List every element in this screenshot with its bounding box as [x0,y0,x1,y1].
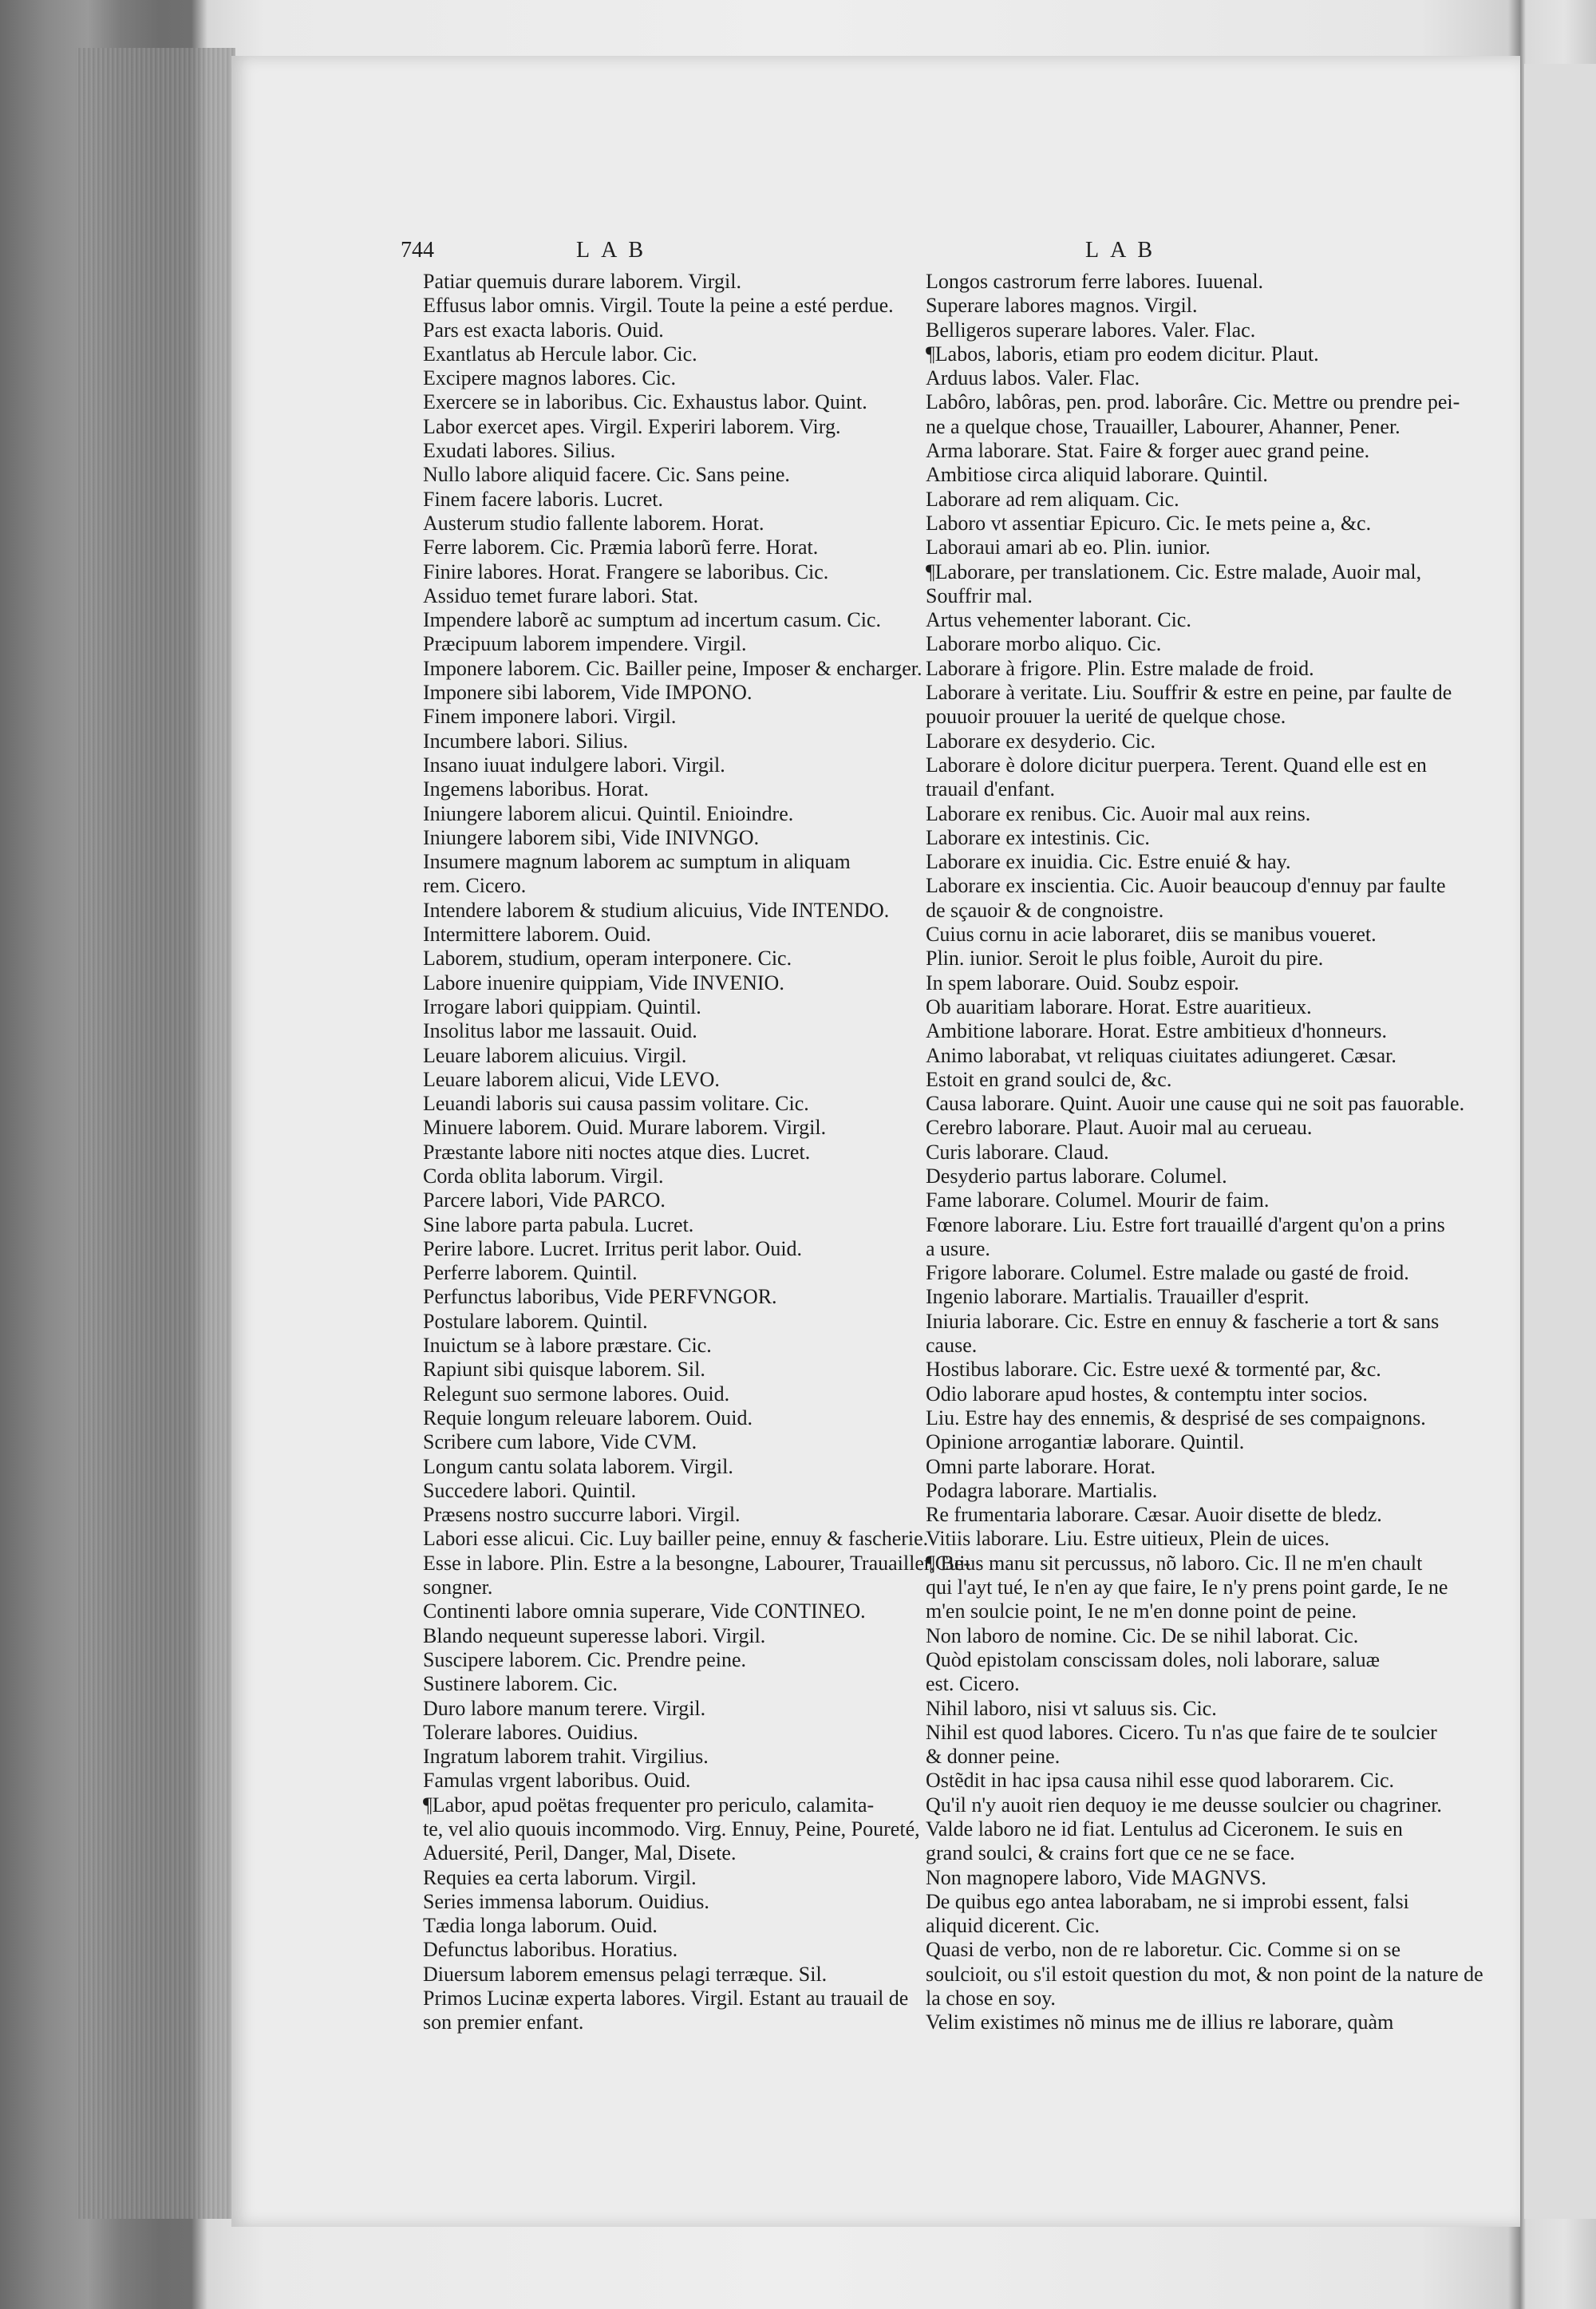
dictionary-line: Qu'il n'y auoit rien dequoy ie me deusse soulcier ou chagriner. [926,1793,1442,1817]
dictionary-line: Laborare à veritate. Liu. Souffrir & estre en peine, par faulte de [926,681,1452,705]
dictionary-line: Perire labore. Lucret. Irritus perit labor. Ouid. [423,1236,803,1260]
dictionary-line: Ambitione laborare. Horat. Estre ambitieux d'honneurs. [926,1019,1387,1043]
running-head-left: LAB [576,238,654,263]
dictionary-line: grand soulci, & crains fort que ce ne se face. [926,1841,1295,1865]
dictionary-line: Laborare ex desyderio. Cic. [926,729,1156,753]
dictionary-line: Famulas vrgent laboribus. Ouid. [423,1769,691,1793]
dictionary-line: Pars est exacta laboris. Ouid. [423,318,664,342]
dictionary-line: Quasi de verbo, non de re laboretur. Cic. Comme si on se [926,1938,1400,1962]
dictionary-line: Finem imponere labori. Virgil. [423,705,677,729]
dictionary-line: Corda oblita laborum. Virgil. [423,1164,664,1188]
dictionary-line: Leuare laborem alicui, Vide LEVO. [423,1067,720,1091]
dictionary-line: Causa laborare. Quint. Auoir une cause qui ne soit pas fauorable. [926,1092,1465,1116]
dictionary-line: Podagra laborare. Martialis. [926,1478,1158,1502]
dictionary-line: Animo laborabat, vt reliquas ciuitates adiungeret. Cæsar. [926,1043,1396,1067]
dictionary-line: Iniungere laborem sibi, Vide INIVNGO. [423,825,760,849]
running-head-right: LAB [1085,238,1163,263]
dictionary-line: Ingenio laborare. Martialis. Trauailler d'esprit. [926,1285,1310,1309]
dictionary-line: Laborem, studium, operam interponere. Cic. [423,947,792,971]
dictionary-line: Insolitus labor me lassauit. Ouid. [423,1019,697,1043]
dictionary-line: Frigore laborare. Columel. Estre malade ou gasté de froid. [926,1261,1409,1285]
dictionary-line: Cerebro laborare. Plaut. Auoir mal au cerueau. [926,1116,1313,1140]
dictionary-line: Irrogare labori quippiam. Quintil. [423,994,701,1018]
dictionary-line: Arma laborare. Stat. Faire & forger auec grand peine. [926,439,1370,463]
dictionary-line: Non laboro de nomine. Cic. De se nihil laborat. Cic. [926,1623,1359,1647]
dictionary-line: Insumere magnum laborem ac sumptum in aliquam [423,850,851,874]
dictionary-line: a usure. [926,1236,990,1260]
dictionary-line: Opinione arrogantiæ laborare. Quintil. [926,1430,1245,1454]
dictionary-line: Souffrir mal. [926,583,1033,607]
dictionary-line: Leuandi laboris sui causa passim volitare. Cic. [423,1092,809,1116]
dictionary-line: Requies ea certa laborum. Virgil. [423,1865,697,1889]
dictionary-line: Perferre laborem. Quintil. [423,1261,638,1285]
dictionary-line: ¶Laborare, per translationem. Cic. Estre malade, Auoir mal, [926,559,1422,583]
dictionary-line: Velim existimes nõ minus me de illius re laborare, quàm [926,2010,1394,2034]
dictionary-line: Laborare è dolore dicitur puerpera. Terent. Quand elle est en [926,753,1427,777]
dictionary-line: Series immensa laborum. Ouidius. [423,1889,709,1913]
dictionary-line: Belligeros superare labores. Valer. Flac. [926,318,1256,342]
dictionary-line: Plin. iunior. Seroit le plus foible, Auroit du pire. [926,947,1324,971]
dictionary-line: son premier enfant. [423,2010,584,2034]
dictionary-line: rem. Cicero. [423,874,527,898]
dictionary-line: Fœnore laborare. Liu. Estre fort trauaillé d'argent qu'on a prins [926,1212,1445,1236]
dictionary-line: Labôro, labôras, pen. prod. laborâre. Cic. Mettre ou prendre pei- [926,390,1460,414]
dictionary-line: Requie longum releuare laborem. Ouid. [423,1406,753,1429]
dictionary-line: Præcipuum laborem impendere. Virgil. [423,632,747,656]
dictionary-line: Primos Lucinæ experta labores. Virgil. Estant au trauail de [423,1987,909,2010]
dictionary-line: la chose en soy. [926,1987,1056,2010]
dictionary-line: Suscipere laborem. Cic. Prendre peine. [423,1647,747,1671]
dictionary-line: Effusus labor omnis. Virgil. Toute la peine a esté perdue. [423,294,894,318]
dictionary-line: Labori esse alicui. Cic. Luy bailler peine, ennuy & fascherie. [423,1527,929,1551]
dictionary-line: songner. [423,1576,493,1599]
dictionary-line: Ingratum laborem trahit. Virgilius. [423,1745,709,1769]
dictionary-line: Præsens nostro succurre labori. Virgil. [423,1503,741,1527]
dictionary-line: Curis laborare. Claud. [926,1140,1109,1164]
dictionary-line: Laborare morbo aliquo. Cic. [926,632,1162,656]
dictionary-line: Minuere laborem. Ouid. Murare laborem. Virgil. [423,1116,827,1140]
dictionary-line: soulcioit, ou s'il estoit question du mot, & non point de la nature de [926,1962,1483,1986]
dictionary-line: Desyderio partus laborare. Columel. [926,1164,1227,1188]
dictionary-line: Intendere laborem & studium alicuius, Vide INTENDO. [423,898,890,922]
dictionary-line: Rapiunt sibi quisque laborem. Sil. [423,1358,705,1382]
dictionary-line: aliquid dicerent. Cic. [926,1914,1100,1938]
dictionary-line: Blando nequeunt superesse labori. Virgil. [423,1623,766,1647]
dictionary-line: Postulare laborem. Quintil. [423,1309,648,1333]
dictionary-line: & donner peine. [926,1745,1061,1769]
dictionary-line: Ferre laborem. Cic. Præmia laborũ ferre. Horat. [423,536,819,559]
dictionary-line: Exercere se in laboribus. Cic. Exhaustus labor. Quint. [423,390,867,414]
dictionary-line: Tolerare labores. Ouidius. [423,1720,638,1744]
dictionary-line: Labor exercet apes. Virgil. Experiri laborem. Virg. [423,414,841,438]
dictionary-line: Nihil laboro, nisi vt saluus sis. Cic. [926,1696,1217,1720]
dictionary-line: de sçauoir & de congnoistre. [926,898,1164,922]
dictionary-line: Ambitiose circa aliquid laborare. Quintil. [926,463,1268,487]
dictionary-line: Longos castrorum ferre labores. Iuuenal. [926,270,1264,293]
dictionary-line: Parcere labori, Vide PARCO. [423,1188,666,1212]
dictionary-line: Artus vehementer laborant. Cic. [926,608,1191,632]
dictionary-line: Vitiis laborare. Liu. Estre uitieux, Plein de uices. [926,1527,1330,1551]
facing-page-edge [1524,64,1596,2219]
dictionary-line: Laborare ex intestinis. Cic. [926,825,1150,849]
dictionary-line: Omni parte laborare. Horat. [926,1454,1156,1478]
dictionary-line: Imponere laborem. Cic. Bailler peine, Imposer & encharger. [423,656,922,680]
dictionary-line: Valde laboro ne id fiat. Lentulus ad Ciceronem. Ie suis en [926,1817,1403,1840]
dictionary-line: Laboro vt assentiar Epicuro. Cic. Ie mets peine a, &c. [926,511,1372,535]
dictionary-line: ¶Labor, apud poëtas frequenter pro periculo, calamita- [423,1793,875,1817]
dictionary-line: Austerum studio fallente laborem. Horat. [423,511,764,535]
dictionary-line: De quibus ego antea laborabam, ne si improbi essent, falsi [926,1889,1409,1913]
dictionary-line: qui l'ayt tué, Ie n'en ay que faire, Ie n'y prens point garde, Ie ne [926,1576,1448,1599]
dictionary-line: Arduus labos. Valer. Flac. [926,366,1140,390]
dictionary-line: Iniuria laborare. Cic. Estre en ennuy & fascherie a tort & sans [926,1309,1440,1333]
dictionary-line: m'en soulcie point, Ie ne m'en donne point de peine. [926,1599,1357,1623]
dictionary-line: Impendere laborẽ ac sumptum ad incertum casum. Cic. [423,608,881,632]
dictionary-line: Laboraui amari ab eo. Plin. iunior. [926,536,1211,559]
dictionary-line: Laborare ad rem aliquam. Cic. [926,487,1179,511]
dictionary-line: Relegunt suo sermone labores. Ouid. [423,1382,730,1406]
dictionary-line: Patiar quemuis durare laborem. Virgil. [423,270,741,293]
dictionary-line: Fame laborare. Columel. Mourir de faim. [926,1188,1270,1212]
page-edge-stack [76,48,235,2219]
dictionary-line: Odio laborare apud hostes, & contemptu inter socios. [926,1382,1368,1406]
dictionary-line: Insano iuuat indulgere labori. Virgil. [423,753,725,777]
dictionary-line: Finem facere laboris. Lucret. [423,487,664,511]
dictionary-line: Duro labore manum terere. Virgil. [423,1696,706,1720]
dictionary-line: Laborare ex renibus. Cic. Auoir mal aux reins. [926,801,1311,825]
page-number: 744 [401,238,434,263]
dictionary-line: te, vel alio quouis incommodo. Virg. Ennuy, Peine, Poureté, [423,1817,920,1840]
dictionary-line: ¶Cuius manu sit percussus, nõ laboro. Cic. Il ne m'en chault [926,1551,1423,1575]
dictionary-line: Exantlatus ab Hercule labor. Cic. [423,342,697,366]
dictionary-line: Intermittere laborem. Ouid. [423,923,651,947]
dictionary-line: Succedere labori. Quintil. [423,1478,637,1502]
dictionary-line: ¶Labos, laboris, etiam pro eodem dicitur. Plaut. [926,342,1319,366]
dictionary-line: cause. [926,1334,978,1358]
dictionary-line: Laborare ex inscientia. Cic. Auoir beaucoup d'ennuy par faulte [926,874,1446,898]
dictionary-line: Non magnopere laboro, Vide MAGNVS. [926,1865,1266,1889]
dictionary-line: Superare labores magnos. Virgil. [926,294,1198,318]
dictionary-line: Excipere magnos labores. Cic. [423,366,676,390]
dictionary-line: Hostibus laborare. Cic. Estre uexé & tormenté par, &c. [926,1358,1381,1382]
dictionary-line: Incumbere labori. Silius. [423,729,629,753]
dictionary-line: Iniungere laborem alicui. Quintil. Enioindre. [423,801,794,825]
dictionary-line: Longum cantu solata laborem. Virgil. [423,1454,733,1478]
dictionary-line: pouuoir prouuer la uerité de quelque chose. [926,705,1286,729]
dictionary-line: Ingemens laboribus. Horat. [423,777,650,801]
dictionary-line: Assiduo temet furare labori. Stat. [423,583,699,607]
dictionary-line: est. Cicero. [926,1672,1020,1696]
dictionary-line: Aduersité, Peril, Danger, Mal, Disete. [423,1841,737,1865]
dictionary-line: Re frumentaria laborare. Cæsar. Auoir disette de bledz. [926,1503,1382,1527]
right-column [926,270,1483,2035]
dictionary-line: Inuictum se à labore præstare. Cic. [423,1334,712,1358]
dictionary-line: Cuius cornu in acie laboraret, diis se manibus voueret. [926,923,1377,947]
dictionary-line: Nullo labore aliquid facere. Cic. Sans peine. [423,463,790,487]
dictionary-line: Quòd epistolam conscissam doles, noli laborare, saluæ [926,1647,1381,1671]
dictionary-line: Tædia longa laborum. Ouid. [423,1914,658,1938]
dictionary-line: Sustinere laborem. Cic. [423,1672,618,1696]
dictionary-line: Leuare laborem alicuius. Virgil. [423,1043,687,1067]
dictionary-line: In spem laborare. Ouid. Soubz espoir. [926,971,1239,994]
dictionary-line: Diuersum laborem emensus pelagi terræque. Sil. [423,1962,828,1986]
dictionary-line: Laborare à frigore. Plin. Estre malade de froid. [926,656,1314,680]
dictionary-line: Defunctus laboribus. Horatius. [423,1938,678,1962]
dictionary-line: Imponere sibi laborem, Vide IMPONO. [423,681,753,705]
dictionary-line: Sine labore parta pabula. Lucret. [423,1212,694,1236]
dictionary-line: Continenti labore omnia superare, Vide CONTINEO. [423,1599,866,1623]
dictionary-line: Nihil est quod labores. Cicero. Tu n'as que faire de te soulcier [926,1720,1437,1744]
dictionary-line: Perfunctus laboribus, Vide PERFVNGOR. [423,1285,777,1309]
dictionary-line: Ob auaritiam laborare. Horat. Estre auaritieux. [926,994,1312,1018]
dictionary-line: ne a quelque chose, Trauailler, Labourer, Ahanner, Pener. [926,414,1400,438]
dictionary-line: Præstante labore niti noctes atque dies. Lucret. [423,1140,811,1164]
dictionary-line: Esse in labore. Plin. Estre a la besongne, Labourer, Trauailler, Be- [423,1551,971,1575]
dictionary-line: Liu. Estre hay des ennemis, & desprisé de ses compaignons. [926,1406,1426,1429]
dictionary-line: Exudati labores. Silius. [423,439,616,463]
dictionary-line: Scribere cum labore, Vide CVM. [423,1430,697,1454]
dictionary-line: Labore inuenire quippiam, Vide INVENIO. [423,971,784,994]
dictionary-line: Estoit en grand soulci de, &c. [926,1067,1172,1091]
dictionary-line: Ostẽdit in hac ipsa causa nihil esse quod laborarem. Cic. [926,1769,1395,1793]
dictionary-line: Laborare ex inuidia. Cic. Estre enuié & hay. [926,850,1291,874]
dictionary-line: trauail d'enfant. [926,777,1056,801]
dictionary-line: Finire labores. Horat. Frangere se laboribus. Cic. [423,559,829,583]
